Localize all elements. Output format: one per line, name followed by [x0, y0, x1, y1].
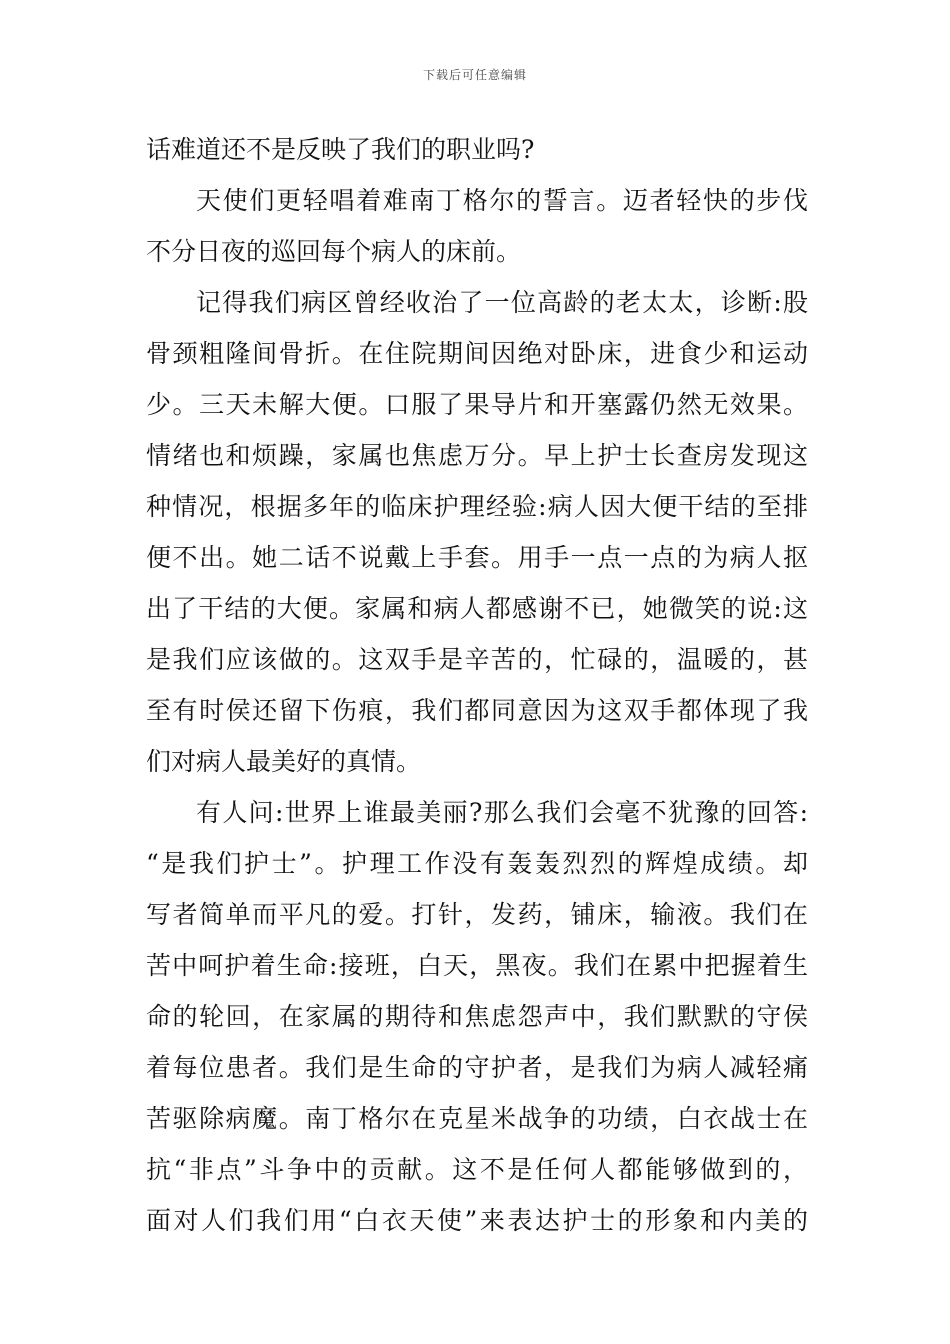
text-line: 记得我们病区曾经收治了一位高龄的老太太，诊断:股	[196, 288, 808, 317]
text-line: 写者简单而平凡的爱。打针，发药，铺床，输液。我们在	[146, 900, 808, 929]
text-line: 有人问:世界上谁最美丽?那么我们会毫不犹豫的回答:	[196, 798, 808, 827]
text-line: 着每位患者。我们是生命的守护者，是我们为病人减轻痛	[146, 1053, 808, 1082]
text-line: 面对人们我们用“白衣天使”来表达护士的形象和内美的	[146, 1206, 808, 1235]
text-line: 苦中呵护着生命:接班，白天，黑夜。我们在累中把握着生	[146, 951, 808, 980]
header-note: 下载后可任意编辑	[422, 68, 527, 82]
text-line: 种情况，根据多年的临床护理经验:病人因大便干结的至排	[146, 492, 808, 521]
text-line: 出了干结的大便。家属和病人都感谢不已，她微笑的说:这	[146, 594, 808, 623]
text-line: 天使们更轻唱着难南丁格尔的誓言。迈者轻快的步伐	[196, 186, 808, 215]
text-line: 骨颈粗隆间骨折。在住院期间因绝对卧床，进食少和运动	[146, 339, 808, 368]
text-line: 话难道还不是反映了我们的职业吗?	[146, 135, 535, 164]
text-line: 至有时侯还留下伤痕，我们都同意因为这双手都体现了我	[146, 696, 808, 725]
body-text	[146, 124, 808, 1246]
text-line: 是我们应该做的。这双手是辛苦的，忙碌的，温暖的，甚	[146, 645, 808, 674]
text-line: 苦驱除病魔。南丁格尔在克星米战争的功绩，白衣战士在	[146, 1104, 808, 1133]
text-line: 们对病人最美好的真情。	[146, 747, 422, 776]
text-line: 便不出。她二话不说戴上手套。用手一点一点的为病人抠	[146, 543, 808, 572]
text-line: 不分日夜的巡回每个病人的床前。	[146, 237, 522, 266]
text-line: 少。三天未解大便。口服了果导片和开塞露仍然无效果。	[146, 390, 808, 419]
text-line: 命的轮回，在家属的期待和焦虑怨声中，我们默默的守侯	[146, 1002, 808, 1031]
text-line: 情绪也和烦躁，家属也焦虑万分。早上护士长查房发现这	[146, 441, 808, 470]
text-line: “是我们护士”。护理工作没有轰轰烈烈的辉煌成绩。却	[146, 849, 808, 878]
text-line: 抗“非点”斗争中的贡献。这不是任何人都能够做到的，	[146, 1155, 808, 1184]
